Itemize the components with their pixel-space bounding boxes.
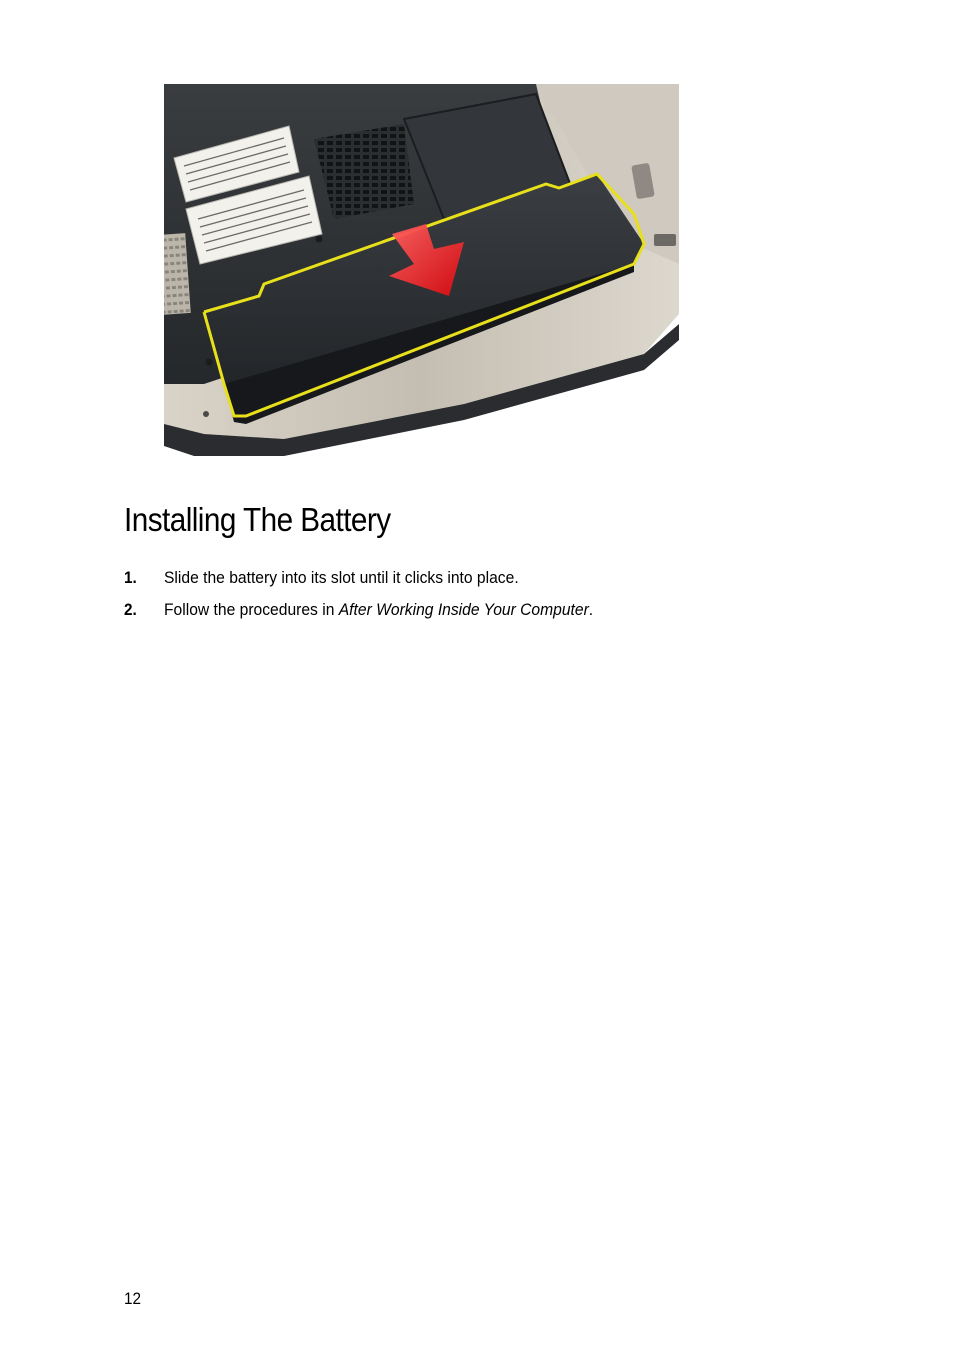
- laptop-bottom-illustration: [164, 84, 679, 468]
- step-number: 2.: [124, 600, 137, 619]
- step-text-prefix: Follow the procedures in: [164, 600, 339, 619]
- page-number: 12: [124, 1289, 142, 1308]
- page-title: Installing The Battery: [124, 501, 391, 538]
- cross-reference-link[interactable]: After Working Inside Your Computer: [338, 600, 589, 619]
- battery-installation-photo: [164, 84, 679, 468]
- usb-port: [654, 234, 676, 246]
- step-text: Slide the battery into its slot until it clicks into place.: [164, 568, 519, 587]
- step-text: [164, 597, 593, 623]
- step-number: 1.: [124, 568, 137, 587]
- step-text-suffix: .: [588, 600, 594, 619]
